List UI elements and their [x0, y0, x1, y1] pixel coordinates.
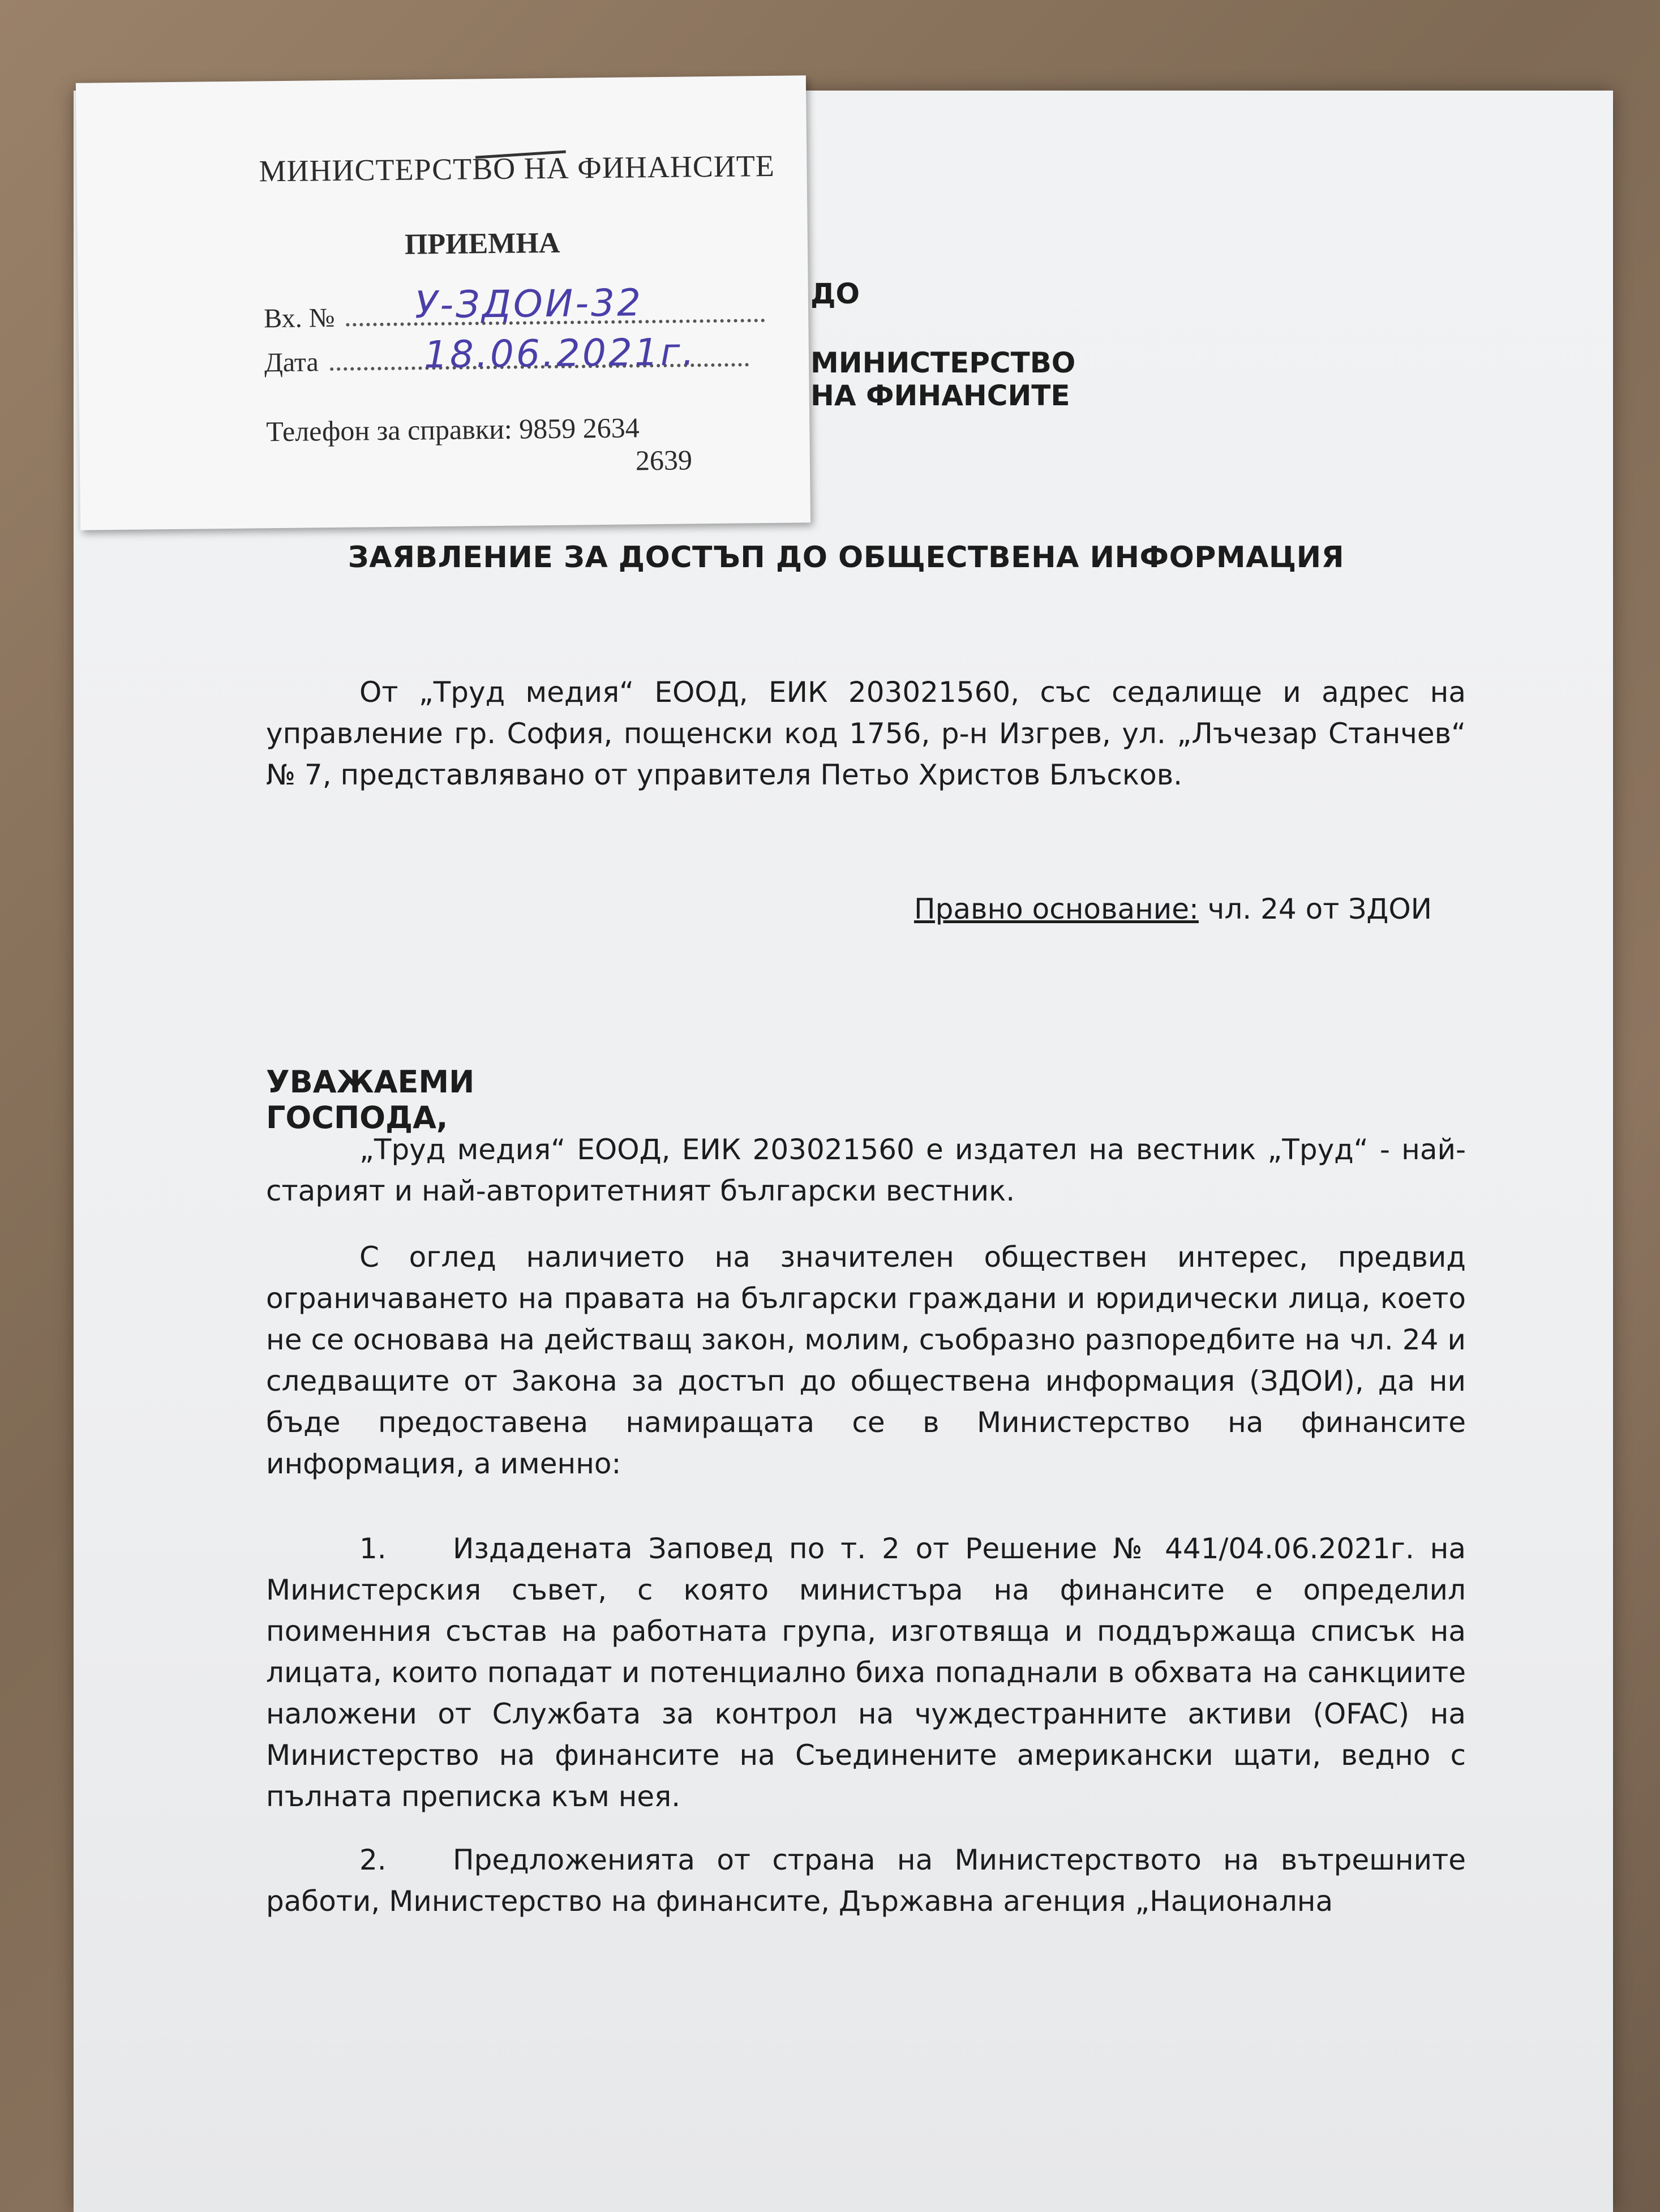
legal-basis-label: Правно основание: [914, 893, 1199, 925]
slip-in-label: Вх. № [263, 303, 335, 334]
legal-basis [914, 889, 1466, 930]
slip-phone-label: Телефон за справки: [266, 413, 513, 448]
registration-slip [76, 75, 810, 530]
slip-date-label: Дата [264, 347, 319, 378]
request-item-2-text [266, 1840, 1466, 1922]
slip-ministry: МИНИСТЕРСТВО НА ФИНАНСИТЕ [259, 148, 775, 188]
addressee-ministry: МИНИСТЕРСТВО НА ФИНАНСИТЕ [810, 346, 1076, 412]
request-paragraph: С оглед наличието на значителен обществен интерес, предвид ограничаването на правата на български граждани и юридически лица, което не се основава на действащ закон, молим, съобразно разпоредбите на чл. 24 и следващите от Закона за достъп до обществена информация (ЗДОИ), да ни бъде предоставена намиращата се в Министерство на финансите информация, а именно: [266, 1241, 1466, 1480]
slip-phone [266, 411, 640, 448]
document-title: ЗАЯВЛЕНИЕ ЗА ДОСТЪП ДО ОБЩЕСТВЕНА ИНФОРМАЦИЯ [348, 541, 1345, 575]
request-item-1-text [266, 1528, 1466, 1817]
request-item-2-body: Предложенията от страна на Министерството на вътрешните работи, Министерство на финансите, Държавна агенция „Национална [266, 1844, 1466, 1918]
slip-phone-2: 2639 [635, 444, 693, 477]
request-item-1 [266, 1528, 1466, 1817]
slip-date-value: 18.06.2021г. [423, 330, 697, 377]
request-item-2-number: 2. [359, 1844, 387, 1876]
addressee-to: ДО [810, 277, 860, 310]
publisher-paragraph: „Труд медия“ ЕООД, ЕИК 203021560 е издател на вестник „Труд“ - най-старият и най-авторитетният български вестник. [266, 1133, 1466, 1207]
slip-phone-1: 9859 2634 [518, 411, 640, 445]
request-item-1-number: 1. [359, 1532, 387, 1565]
slip-in-number: У-ЗДОИ-32 [414, 281, 644, 327]
greeting: УВАЖАЕМИ ГОСПОДА, [266, 1064, 475, 1135]
request-item-1-body: Издадената Заповед по т. 2 от Решение № 441/04.06.2021г. на Министерския съвет, с която министъра на финансите е определил поименния състав на работната група, изготвяща и поддържаща списък на лицата, които попадат и потенциално биха попаднали в обхвата на санкциите наложени от Службата за контрол на чуждестранните активи (OFAC) на Министерство на финансите на Съединените американски щати, ведно с пълната преписка към нея. [266, 1532, 1466, 1813]
legal-basis-value: чл. 24 от ЗДОИ [1207, 893, 1432, 925]
slip-reception: ПРИЕМНА [404, 226, 560, 261]
from-paragraph: От „Труд медия“ ЕООД, ЕИК 203021560, със седалище и адрес на управление гр. София, пощенски код 1756, р-н Изгрев, ул. „Лъчезар Станчев“ № 7, представлявано от управителя Петьо Христов Блъсков. [266, 676, 1466, 791]
request-item-2 [266, 1840, 1466, 1922]
